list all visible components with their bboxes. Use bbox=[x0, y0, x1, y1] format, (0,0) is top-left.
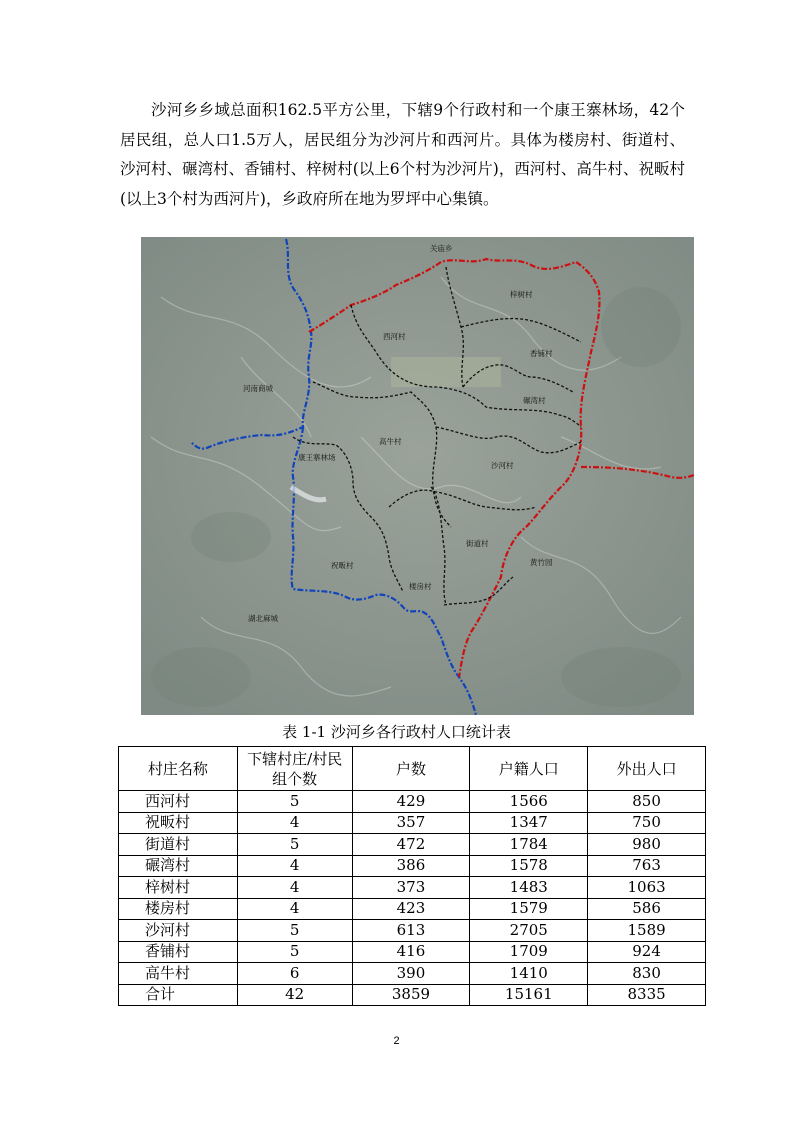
cell-total-label: 合计 bbox=[119, 984, 238, 1006]
map-label-nianwan: 碾湾村 bbox=[523, 396, 546, 405]
cell-groups: 5 bbox=[237, 920, 352, 942]
cell-households: 357 bbox=[352, 812, 470, 834]
map-label-huangzhu: 黄竹园 bbox=[530, 558, 553, 567]
cell-registered: 1578 bbox=[470, 855, 588, 877]
table-row bbox=[119, 855, 706, 877]
cell-groups: 5 bbox=[237, 941, 352, 963]
cell-groups: 4 bbox=[237, 812, 352, 834]
map-graphic bbox=[141, 237, 694, 715]
map-label-jiedao: 街道村 bbox=[466, 539, 489, 548]
cell-groups: 5 bbox=[237, 834, 352, 856]
cell-village: 香铺村 bbox=[119, 941, 238, 963]
cell-households: 373 bbox=[352, 877, 470, 899]
cell-migrant: 980 bbox=[588, 834, 706, 856]
cell-groups: 5 bbox=[237, 791, 352, 813]
table-row bbox=[119, 791, 706, 813]
map-label-zhufan: 祝畈村 bbox=[331, 561, 354, 570]
table-row bbox=[119, 963, 706, 985]
cell-migrant: 830 bbox=[588, 963, 706, 985]
cell-registered: 2705 bbox=[470, 920, 588, 942]
cell-migrant: 763 bbox=[588, 855, 706, 877]
page-number: 2 bbox=[393, 1035, 400, 1047]
cell-households: 423 bbox=[352, 898, 470, 920]
cell-households: 386 bbox=[352, 855, 470, 877]
table-row bbox=[119, 941, 706, 963]
cell-village: 楼房村 bbox=[119, 898, 238, 920]
header-village-name: 村庄名称 bbox=[119, 747, 238, 791]
cell-migrant: 850 bbox=[588, 791, 706, 813]
population-table bbox=[118, 746, 706, 1006]
map-label-zishu: 梓树村 bbox=[510, 290, 533, 299]
map-label-shahe: 沙河村 bbox=[491, 461, 514, 470]
cell-village: 街道村 bbox=[119, 834, 238, 856]
cell-groups: 6 bbox=[237, 963, 352, 985]
table-row bbox=[119, 877, 706, 899]
cell-village: 西河村 bbox=[119, 791, 238, 813]
cell-total-households: 3859 bbox=[352, 984, 470, 1006]
cell-total-migrant: 8335 bbox=[588, 984, 706, 1006]
cell-households: 613 bbox=[352, 920, 470, 942]
table-caption: 表 1-1 沙河乡各行政村人口统计表 bbox=[282, 723, 511, 741]
cell-registered: 1410 bbox=[470, 963, 588, 985]
cell-registered: 1579 bbox=[470, 898, 588, 920]
cell-village: 高牛村 bbox=[119, 963, 238, 985]
table-row bbox=[119, 920, 706, 942]
cell-registered: 1709 bbox=[470, 941, 588, 963]
map-label-henan: 河南商城 bbox=[243, 384, 273, 393]
cell-total-registered: 15161 bbox=[470, 984, 588, 1006]
cell-groups: 4 bbox=[237, 855, 352, 877]
cell-migrant: 1589 bbox=[588, 920, 706, 942]
cell-village: 碾湾村 bbox=[119, 855, 238, 877]
map-label-xiangpu: 香铺村 bbox=[530, 349, 553, 358]
header-groups-count: 下辖村庄/村民组个数 bbox=[237, 747, 352, 791]
intro-paragraph: 沙河乡乡域总面积162.5平方公里，下辖9个行政村和一个康王寨林场，42个居民组，总人口1.5万人，居民组分为沙河片和西河片。具体为楼房村、街道村、沙河村、碾湾村、香铺村、梓树村(以上6个村为沙河片)，西河村、高牛村、祝畈村(以上3个村为西河片)，乡政府所在地为罗坪中心集镇。 bbox=[120, 101, 685, 208]
cell-households: 416 bbox=[352, 941, 470, 963]
header-households: 户数 bbox=[352, 747, 470, 791]
cell-groups: 4 bbox=[237, 898, 352, 920]
table-header-row bbox=[119, 747, 706, 791]
cell-village: 梓树村 bbox=[119, 877, 238, 899]
table-row bbox=[119, 812, 706, 834]
map-label-xihe: 西河村 bbox=[383, 332, 406, 341]
cell-registered: 1566 bbox=[470, 791, 588, 813]
cell-registered: 1347 bbox=[470, 812, 588, 834]
map-label-gaoniu: 高牛村 bbox=[379, 437, 402, 446]
map-label-kangwang: 康王寨林场 bbox=[298, 453, 336, 462]
cell-village: 祝畈村 bbox=[119, 812, 238, 834]
table-row bbox=[119, 898, 706, 920]
cell-migrant: 1063 bbox=[588, 877, 706, 899]
cell-migrant: 586 bbox=[588, 898, 706, 920]
cell-total-groups: 42 bbox=[237, 984, 352, 1006]
cell-households: 390 bbox=[352, 963, 470, 985]
map-label-guandian: 关庙乡 bbox=[430, 244, 453, 253]
cell-registered: 1784 bbox=[470, 834, 588, 856]
cell-migrant: 924 bbox=[588, 941, 706, 963]
header-registered-population: 户籍人口 bbox=[470, 747, 588, 791]
cell-migrant: 750 bbox=[588, 812, 706, 834]
cell-households: 429 bbox=[352, 791, 470, 813]
cell-registered: 1483 bbox=[470, 877, 588, 899]
table-total-row bbox=[119, 984, 706, 1006]
table-row bbox=[119, 834, 706, 856]
township-map bbox=[141, 237, 694, 715]
cell-households: 472 bbox=[352, 834, 470, 856]
map-label-loufang: 楼房村 bbox=[409, 582, 432, 591]
valley-patch bbox=[391, 357, 501, 387]
header-migrant-population: 外出人口 bbox=[588, 747, 706, 791]
cell-village: 沙河村 bbox=[119, 920, 238, 942]
cell-groups: 4 bbox=[237, 877, 352, 899]
map-label-hubei: 湖北麻城 bbox=[248, 614, 278, 623]
